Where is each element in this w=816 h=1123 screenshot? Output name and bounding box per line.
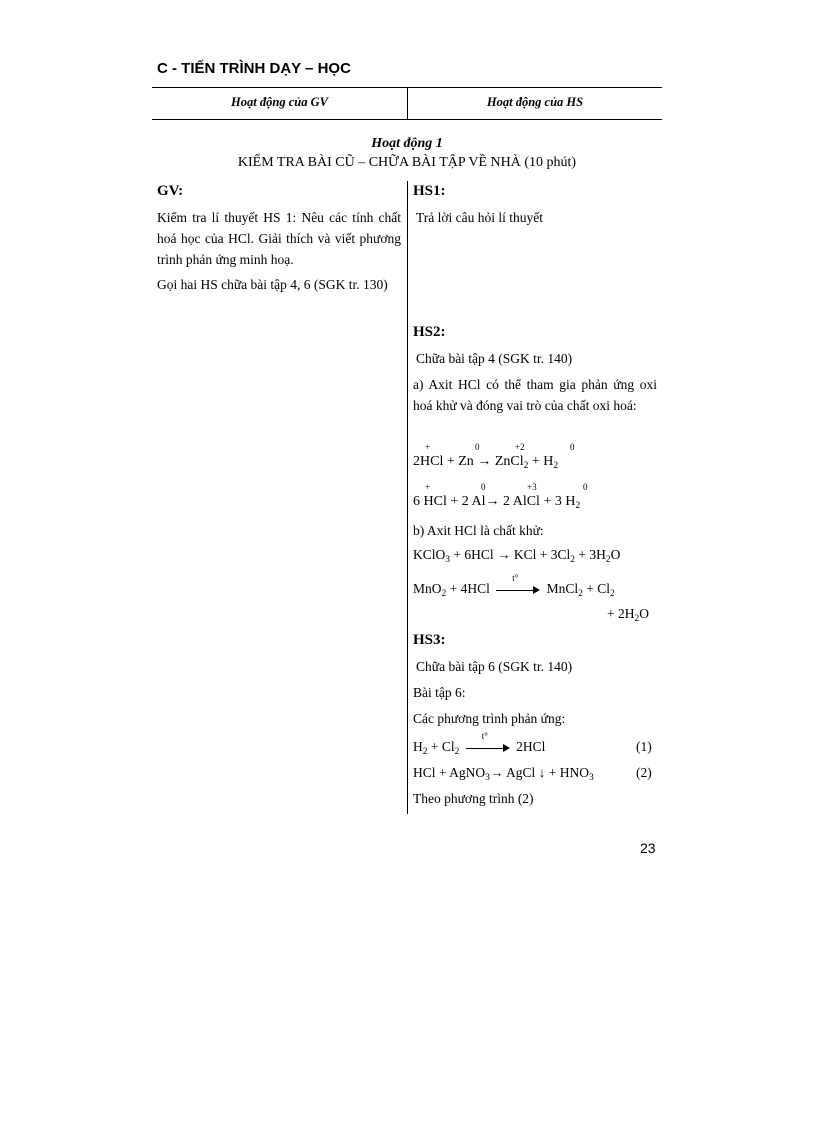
hs3-theo: Theo phương trình (2) bbox=[413, 791, 534, 806]
reaction-arrow: t° bbox=[466, 743, 510, 753]
equation-hcl-zn: 2HCl + Zn → ZnCl$_2$ + $H_2$ bbox=[413, 454, 559, 471]
equation-number-2: (2) bbox=[636, 765, 652, 780]
hs1-text: Trả lời câu hỏi lí thuyết bbox=[416, 210, 544, 225]
activity-subtitle: KIỂM TRA BÀI CŨ – CHỮA BÀI TẬP VỀ NHÀ (10 phút) bbox=[237, 155, 577, 170]
equation-number-1: (1) bbox=[636, 739, 652, 754]
reaction-arrow: t° bbox=[496, 585, 540, 595]
hs2-part-a: a) Axit HCl có thể tham gia phản ứng oxi hoá khử và đóng vai trò của chất oxi hoá: bbox=[413, 377, 657, 413]
ox-state-h-1: + bbox=[425, 442, 431, 452]
equation-hcl-al: 6 HCl + 2 Al→ 2 AlCl + 3 $H_2$ bbox=[413, 494, 581, 511]
hs1-label: HS1: bbox=[413, 183, 446, 199]
hs2-exercise: Chữa bài tập 4 (SGK tr. 140) bbox=[416, 351, 573, 366]
header-gv: Hoạt động của GV bbox=[231, 95, 328, 109]
ox-state-zn: 0 bbox=[475, 442, 480, 452]
ox-state-h2-2: 0 bbox=[583, 482, 588, 492]
hs3-exercise: Chữa bài tập 6 (SGK tr. 140) bbox=[416, 659, 573, 674]
page-number: 23 bbox=[640, 840, 656, 856]
equation-mno2: MnO$_2$ + 4HCl t° MnCl$_2$ + $Cl_2$ bbox=[413, 572, 615, 599]
ox-state-al-3: +3 bbox=[527, 482, 537, 492]
hs2-label: HS2: bbox=[413, 324, 446, 340]
hs3-bai: Bài tập 6: bbox=[413, 685, 466, 700]
gv-paragraph-2: Gọi hai HS chữa bài tập 4, 6 (SGK tr. 130) bbox=[157, 277, 388, 292]
ox-state-zn-2: +2 bbox=[515, 442, 525, 452]
header-hs: Hoạt động của HS bbox=[486, 95, 584, 109]
section-title: C - TIẾN TRÌNH DẠY – HỌC bbox=[157, 60, 351, 77]
ox-state-h-2: + bbox=[425, 482, 431, 492]
body-column-divider bbox=[407, 181, 408, 814]
gv-paragraph-1: Kiểm tra lí thuyết HS 1: Nêu các tính chất hoá học của HCl. Giải thích và viết phương trình phản ứng minh hoạ. bbox=[157, 210, 401, 267]
equation-hcl-agno3: HCl + AgNO$_3$→ AgCl ↓ + $HNO_3$ bbox=[413, 765, 594, 783]
equation-mno2-line2: + $2H_2O$ bbox=[607, 606, 649, 624]
hs3-intro: Các phương trình phản ứng: bbox=[413, 711, 566, 726]
activity-title: Hoạt động 1 bbox=[371, 136, 443, 151]
ox-state-al: 0 bbox=[481, 482, 486, 492]
gv-label: GV: bbox=[157, 183, 184, 199]
ox-state-h2-1: 0 bbox=[570, 442, 575, 452]
header-bottom-rule bbox=[152, 119, 662, 120]
equation-h2-cl2: $H_2 + Cl_2$ t° 2HCl bbox=[413, 730, 546, 757]
hs3-label: HS3: bbox=[413, 632, 446, 648]
equation-kclo3: KClO$_3$ + 6HCl → KCl + $3Cl_2 + 3H_2O$ bbox=[413, 547, 621, 565]
hs2-part-b: b) Axit HCl là chất khử: bbox=[413, 523, 544, 538]
